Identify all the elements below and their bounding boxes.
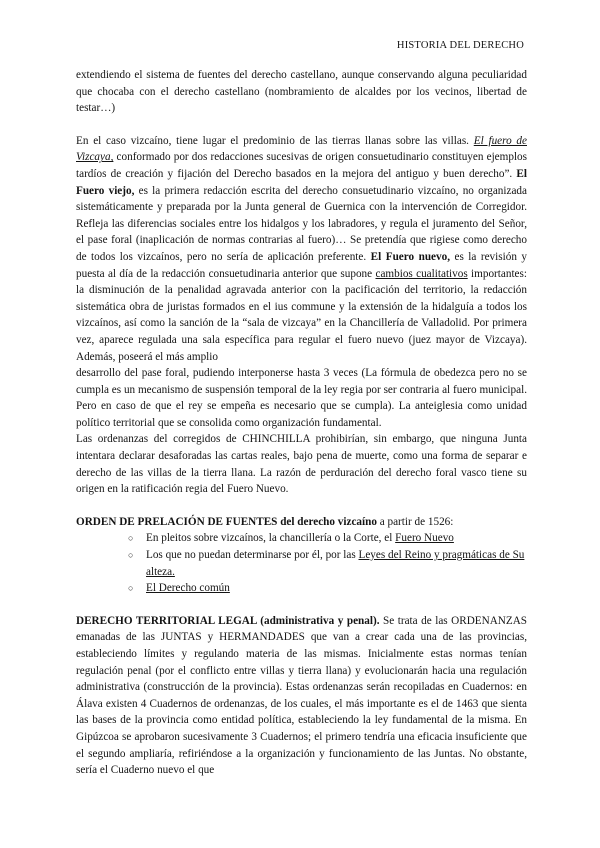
derecho-comun-link: El Derecho común xyxy=(146,582,230,595)
cambios-cualitativos-term: cambios cualitativos xyxy=(375,267,468,280)
paragraph-pase-foral: desarrollo del pase foral, pudiendo interponerse hasta 3 veces (La fórmula de obedezca pero no se cumpla es un mecanismo de suspensión temporal de la ley regia por ser contraria al fuero municipal. Pero en caso de que el rey se empeña es necesario que se cumpla). La anteiglesia como unidad político territorial que se consolida como organización fundamental. xyxy=(76,367,527,429)
fuero-vizcaya-term: El fuero de Vizcaya, xyxy=(76,134,527,164)
list-item: ○ En pleitos sobre vizcaínos, la chancillería o la Corte, el Fuero Nuevo xyxy=(128,530,527,547)
fuero-viejo-term: El Fuero viejo, xyxy=(76,167,527,197)
orden-prelacion-heading: ORDEN DE PRELACIÓN DE FUENTES del derecho vizcaíno a partir de 1526: xyxy=(76,515,454,528)
derecho-territorial-heading: DERECHO TERRITORIAL LEGAL (administrativa y penal). xyxy=(76,614,380,627)
running-header: HISTORIA DEL DERECHO xyxy=(396,40,524,51)
document-body xyxy=(76,67,527,779)
leyes-reino-link: Leyes del Reino y pragmáticas de Su alteza. xyxy=(146,549,525,578)
paragraph-fuero-vizcaya: En el caso vizcaíno, tiene lugar el predominio de las tierras llanas sobre las villas. El fuero de Vizcaya, conformado por dos redacciones sucesivas de origen consuetudinario constituyen ejemplos tardíos de creación y fijación del Derecho basados en la mejora del antiguo y buen derecho”. El Fuero viejo, es la primera redacción escrita del derecho consuetudinario vizcaíno, no organizada sistemáticamente y preparada por la Junta general de Guernica con la intervención de Corregidor. Refleja las diferencias sociales entre los hidalgos y los labradores, y regula el juramento del Señor, el pase foral (inaplicación de normas contrarias al fuero)… Se pretendía que rigiese como derecho de todos los vizcaínos, pero no sería de aplicación preferente. El Fuero nuevo, es la revisión y puesta al día de la redacción consuetudinaria anterior que supone cambios cualitativos importantes: la disminución de la penalidad agravada anterior con la pacificación del territorio, la redacción sistemática obra de juristas formados en el ius commune y la extensión de la hidalguía a todos los vizcaínos, así como la sanción de la “sala de vizcaya” en la Chancillería de Valladolid. Por primera vez, aparece regulada una sala específica para regular el fuero nuevo (juez mayor de Vizcaya). Además, poseerá el más amplio xyxy=(76,134,527,363)
list-item xyxy=(128,580,527,597)
circle-bullet-icon: ○ xyxy=(128,550,134,561)
prelacion-list xyxy=(76,530,527,596)
circle-bullet-icon: ○ xyxy=(128,583,134,594)
paragraph-chinchilla: Las ordenanzas del corregidos de CHINCHILLA prohibirían, sin embargo, que ninguna Junta intentara declarar desaforadas las cartas reales, bajo pena de muerte, como una forma de separar e derecho de las villas de la tierra llana. La razón de perduración del derecho foral vasco tiene su origen en la ratificación regia del Fuero Nuevo. xyxy=(76,433,527,496)
circle-bullet-icon: ○ xyxy=(128,533,134,544)
fuero-nuevo-term: El Fuero nuevo, xyxy=(370,250,450,263)
fuero-nuevo-link: Fuero Nuevo xyxy=(395,532,454,545)
paragraph-continuation: extendiendo el sistema de fuentes del derecho castellano, aunque conservando alguna peculiaridad que chocaba con el derecho castellano (nombramiento de alcaldes por los vecinos, libertad de testar…) xyxy=(76,69,527,115)
list-item: ○ Los que no puedan determinarse por él, por las Leyes del Reino y pragmáticas de Su alteza. xyxy=(128,549,525,578)
paragraph-derecho-territorial: DERECHO TERRITORIAL LEGAL (administrativa y penal). Se trata de las ORDENANZAS emanadas de las JUNTAS y HERMANDADES que van a crear cada una de las provincias, estableciendo límites y regulando materia de las mismas. Inicialmente estas normas tenían regulación penal (por el conflicto entre villas y tierra llana) y evolucionarán hacia una regulación administrativa (construcción de la provincia). Estas ordenanzas serán recopiladas en Cuadernos: en Álava existen 4 Cuadernos de ordenanzas, de los cuales, el más importante es el de 1463 que sienta las bases de la provincia como entidad política, estableciendo la ley fundamental de la misma. En Gipúzcoa se aprobaron sucesivamente 3 Cuadernos; el primero tendría una eficacia insuficiente que el segundo ampliaría, refiriéndose a la organización y funcionamiento de las Juntas. No obstante, sería el Cuaderno nuevo el que xyxy=(76,614,528,777)
